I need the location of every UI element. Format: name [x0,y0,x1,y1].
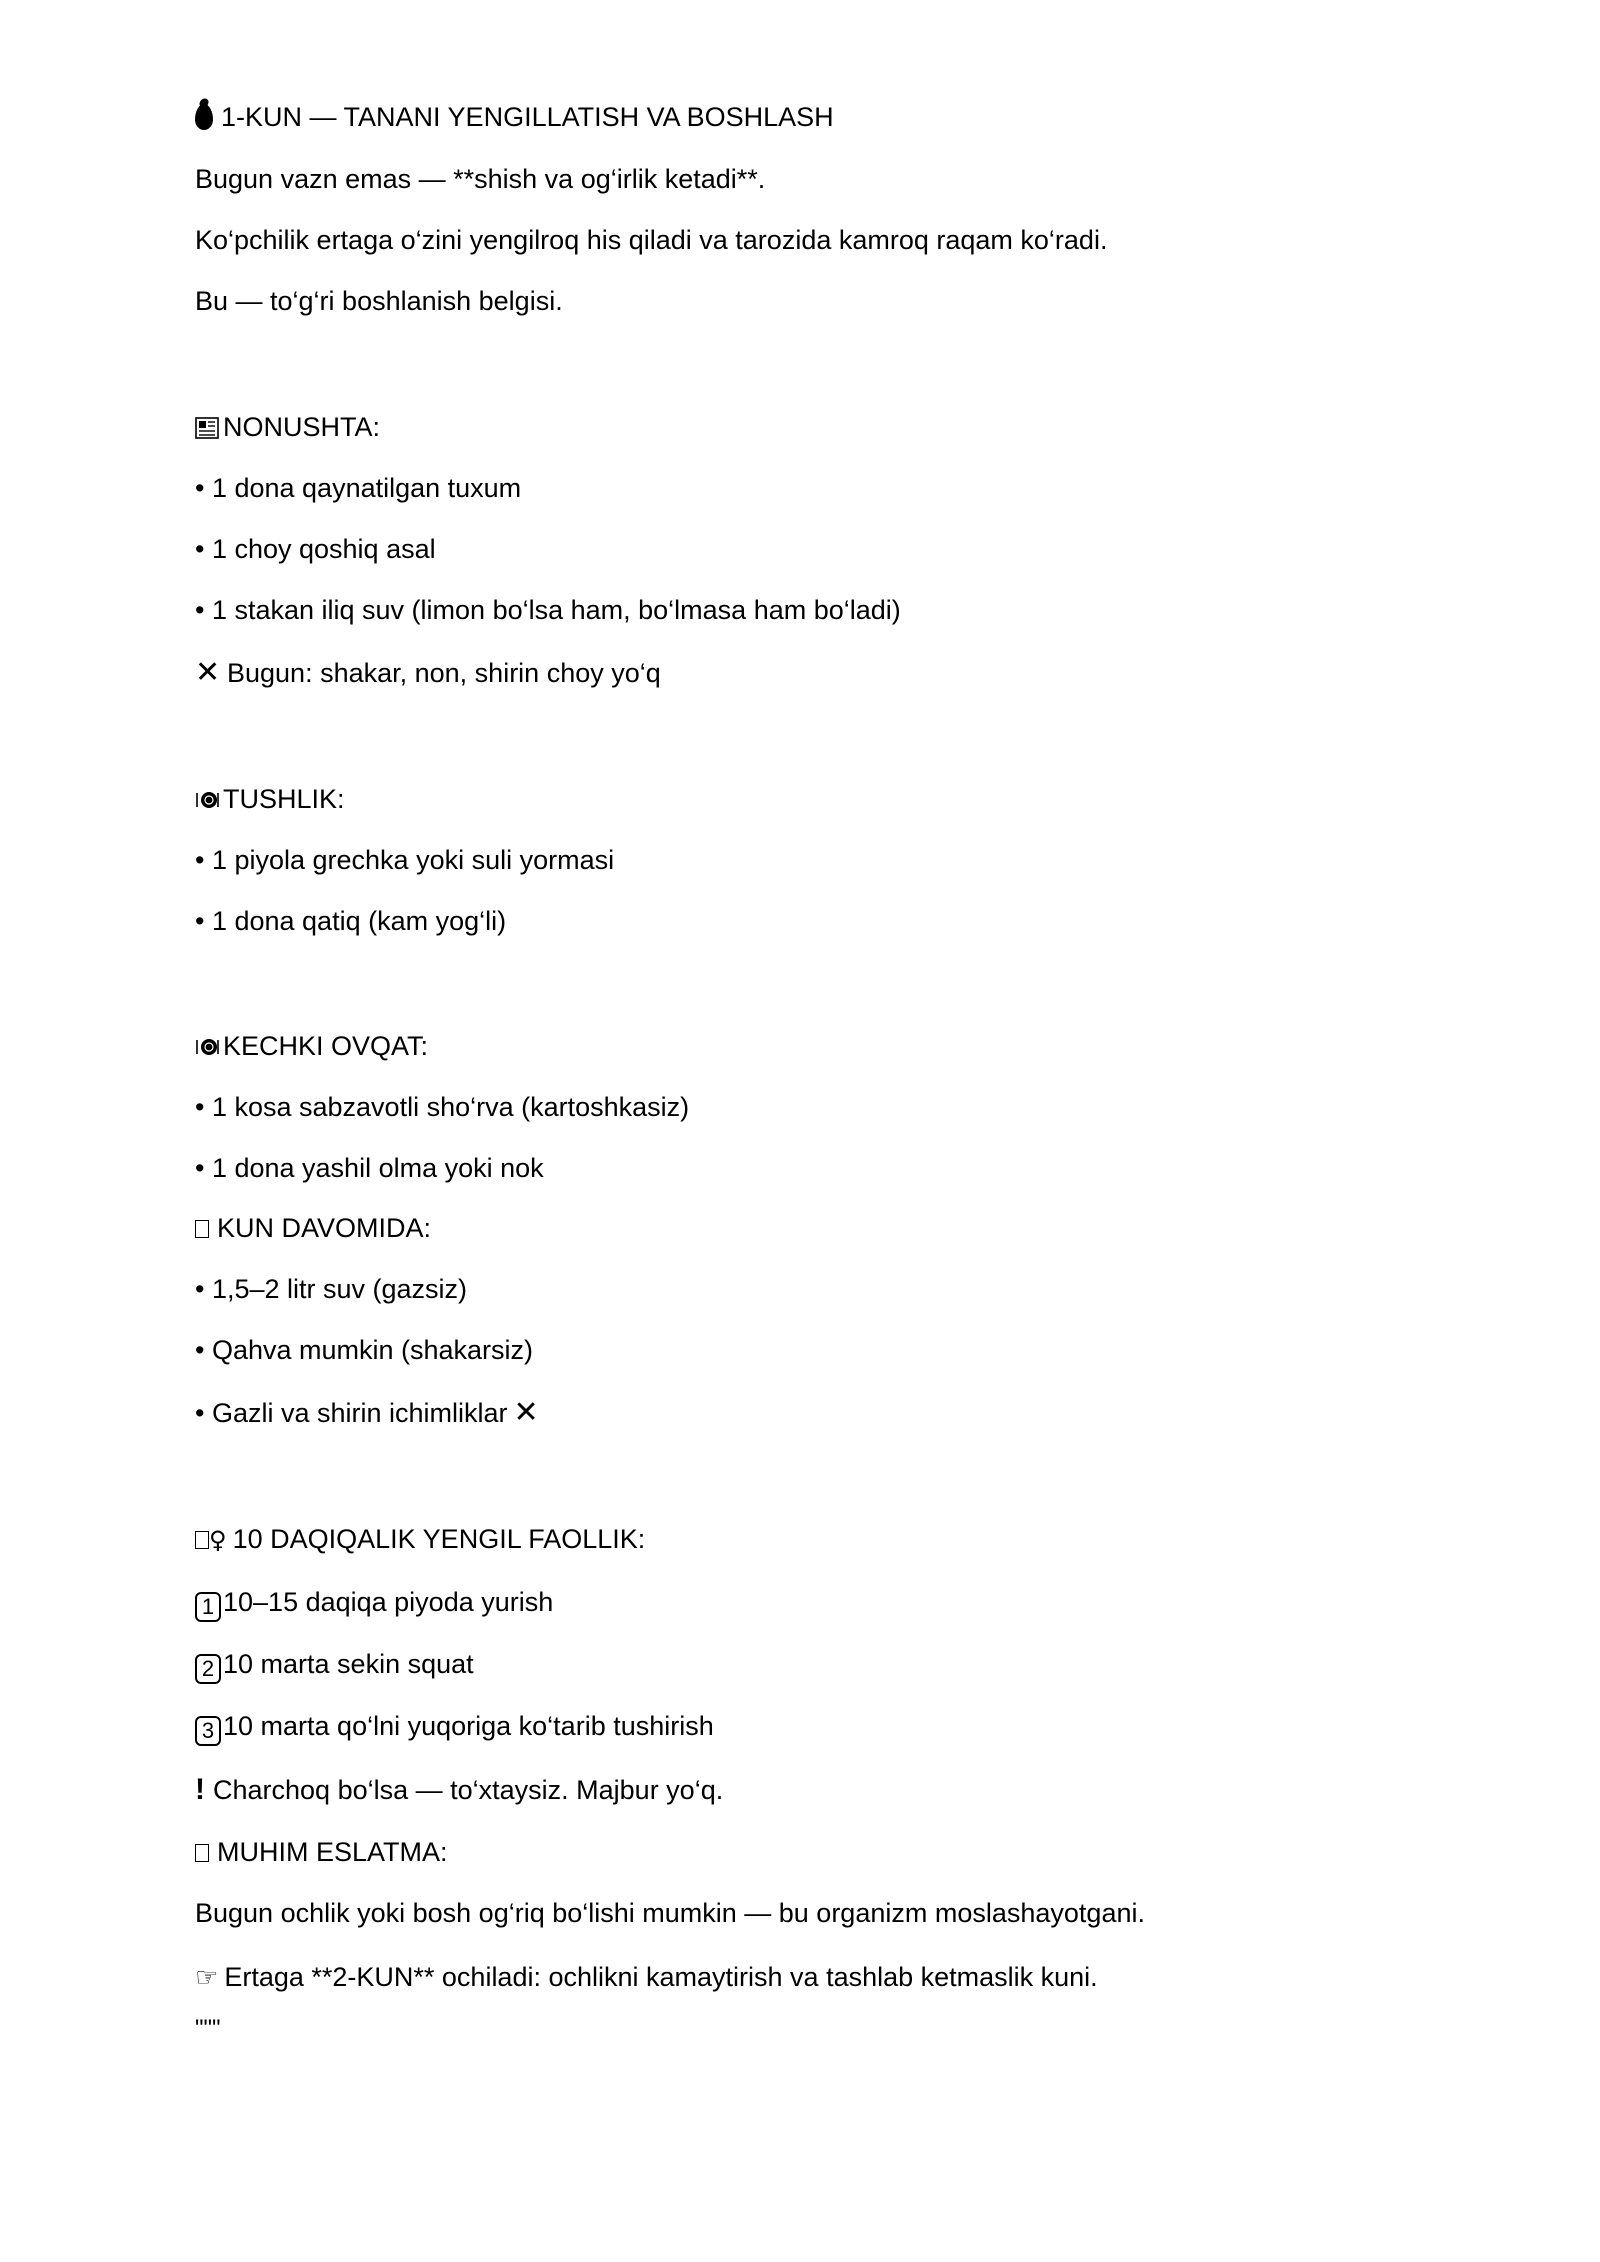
fire-icon [195,104,213,130]
breakfast-item: • 1 dona qaynatilgan tuxum [195,473,522,503]
daytime-heading: KUN DAVOMIDA: [217,1213,432,1243]
newspaper-icon [195,411,223,445]
note-heading: MUHIM ESLATMA: [217,1837,448,1867]
plate-icon [195,783,223,817]
daytime-item: • Gazli va shirin ichimliklar [195,1398,508,1428]
intro-line-1: Bugun vazn emas — **shish va og‘irlik ketadi**. [195,164,766,194]
activity-step [195,1709,714,1746]
activity-step [195,1647,474,1684]
lunch-item: • 1 dona qatiq (kam yog‘li) [195,906,507,936]
trailing-quotes: """ [195,2015,221,2042]
exclamation-icon: ! [195,1773,205,1806]
daytime-heading-line [195,1211,431,1245]
cross-icon: ✕ [195,655,221,690]
note-next: Ertaga **2-KUN** ochiladi: ochlikni kamaytirish va tashlab ketmaslik kuni. [224,1962,1098,1992]
dinner-heading: KECHKI OVQAT: [223,1031,429,1061]
breakfast-forbidden-line [195,656,661,690]
missing-glyph-icon [195,1220,209,1238]
breakfast-heading-line [195,410,380,445]
activity-step-text: 10 marta qo‘lni yuqoriga ko‘tarib tushirish [223,1711,714,1741]
activity-step-text: 10–15 daqiqa piyoda yurish [223,1587,554,1617]
lunch-heading: TUSHLIK: [223,784,345,814]
dinner-item: • 1 dona yashil olma yoki nok [195,1153,544,1183]
pointing-hand-icon: ☞ [195,1963,219,1993]
missing-glyph-icon [195,1844,209,1862]
day-title-line [195,100,834,134]
keycap-two-icon: 2 [195,1654,221,1684]
intro-line-2: Ko‘pchilik ertaga o‘zini yengilroq his qiladi va tarozida kamroq raqam ko‘radi. [195,225,1108,255]
activity-step-text: 10 marta sekin squat [223,1649,474,1679]
activity-step [195,1585,553,1622]
breakfast-item: • 1 choy qoshiq asal [195,534,436,564]
activity-heading-line [195,1522,645,1557]
activity-heading: 10 DAQIQALIK YENGIL FAOLLIK: [232,1524,646,1554]
dinner-heading-line [195,1029,428,1064]
cross-icon: ✕ [513,1395,539,1430]
intro-line-3: Bu — to‘g‘ri boshlanish belgisi. [195,286,563,316]
note-heading-line [195,1835,448,1869]
keycap-one-icon: 1 [195,1592,221,1622]
breakfast-forbidden: Bugun: shakar, non, shirin choy yo‘q [227,658,661,688]
dinner-item: • 1 kosa sabzavotli sho‘rva (kartoshkasiz) [195,1092,690,1122]
daytime-item-line [195,1396,539,1430]
keycap-three-icon: 3 [195,1716,221,1746]
missing-glyph-icon [195,1531,209,1549]
daytime-item: • Qahva mumkin (shakarsiz) [195,1335,534,1365]
activity-warning: Charchoq bo‘lsa — to‘xtaysiz. Majbur yo‘q. [213,1775,724,1805]
female-sign-icon: ♀ [209,1526,227,1554]
daytime-item: • 1,5–2 litr suv (gazsiz) [195,1274,468,1304]
breakfast-item: • 1 stakan iliq suv (limon bo‘lsa ham, bo‘lmasa ham bo‘ladi) [195,595,901,625]
breakfast-heading: NONUSHTA: [223,412,381,442]
lunch-item: • 1 piyola grechka yoki suli yormasi [195,845,615,875]
day-title: 1-KUN — TANANI YENGILLATISH VA BOSHLASH [221,102,834,132]
plate-icon [195,1030,223,1064]
note-text: Bugun ochlik yoki bosh og‘riq bo‘lishi mumkin — bu organizm moslashayotgani. [195,1898,1145,1928]
lunch-heading-line [195,782,345,817]
note-next-line [195,1960,1098,1995]
activity-warning-line [195,1773,723,1807]
